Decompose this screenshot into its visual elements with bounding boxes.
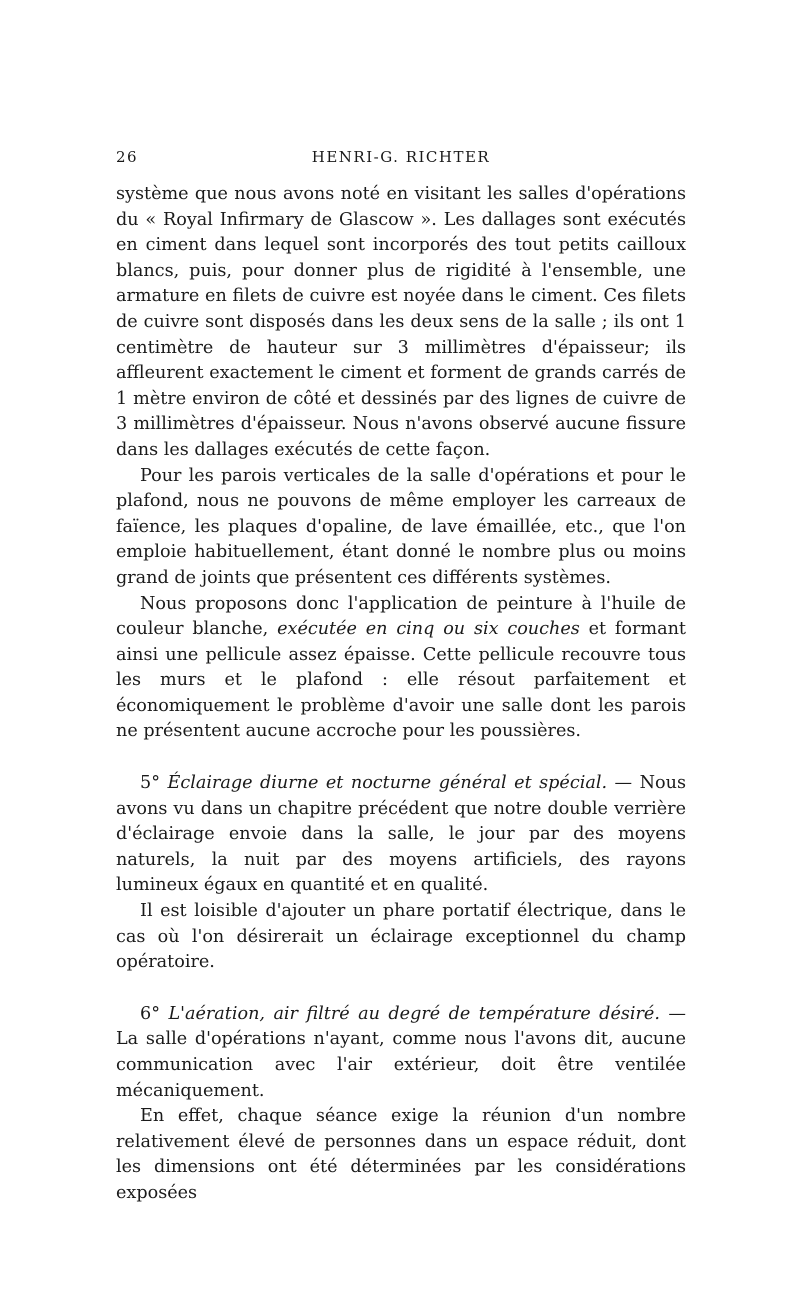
- section-5-lighting: [116, 771, 686, 899]
- paragraph-walls-ceiling: Pour les parois verticales de la salle d'opérations et pour le plafond, nous ne pouvons de même employer les carreaux de faïence, les plaques d'opaline, de lave émaillée, etc., que l'on emploie habituellement, étant donné le nombre plus ou moins grand de joints que présentent ces différents systèmes.: [116, 465, 686, 588]
- paragraph-text: et formant ainsi une pellicule assez épaisse. Cette pellicule recouvre tous les murs et le plafond : elle résout parfaitement et économiquement le problème d'avoir une salle dont les parois ne présentent aucune accroche pour les poussières.: [116, 619, 686, 742]
- paragraph-session-people: En effet, chaque séance exige la réunion d'un nombre relativement élevé de personnes dans un espace réduit, dont les dimensions ont été déterminées par les considérations exposées: [116, 1106, 686, 1203]
- paragraph-white-paint: [116, 592, 686, 746]
- running-head-title: HENRI-G. RICHTER: [311, 148, 491, 166]
- section-number: 5°: [140, 773, 168, 794]
- section-6-ventilation: [116, 1002, 686, 1104]
- book-page: [116, 148, 686, 1207]
- paragraph-flooring-copper-net: système que nous avons noté en visitant les salles d'opérations du « Royal Infirmary de Glascow ». Les dallages sont exécutés en ciment dans lequel sont incorporés des tout petits cailloux blancs, puis, pour donner plus de rigidité à l'ensemble, une armature en filets de cuivre est noyée dans le ciment. Ces filets de cuivre sont disposés dans les deux sens de la salle ; ils ont 1 centimètre de hauteur sur 3 millimètres d'épaisseur; ils affleurent exactement le ciment et forment de grands carrés de 1 mètre environ de côté et dessinés par des lignes de cuivre de 3 millimètres d'épaisseur. Nous n'avons observé aucune fissure dans les dallages exécutés de cette façon.: [116, 184, 686, 460]
- emphasis-text: exécutée en cinq ou six couches: [277, 619, 580, 640]
- section-heading: L'aération, air filtré au degré de température désiré.: [168, 1003, 660, 1024]
- paragraph-text: — Nous avons vu dans un chapitre précédent que notre double verrière d'éclairage envoie dans la salle, le jour par des moyens naturels, la nuit par des moyens artificiels, des rayons lumineux égaux en quantité et en qualité.: [116, 773, 686, 896]
- paragraph-text: — La salle d'opérations n'ayant, comme nous l'avons dit, aucune communication avec l'air extérieur, doit être ventilée mécaniquement.: [116, 1003, 686, 1101]
- section-number: 6°: [140, 1003, 169, 1024]
- body-text: [116, 182, 686, 1207]
- page-number: 26: [116, 148, 139, 166]
- section-heading: Éclairage diurne et nocturne général et spécial.: [167, 773, 608, 794]
- running-head: [116, 148, 686, 172]
- paragraph-text: Nous proposons donc l'application de peinture à l'huile de couleur blanche,: [116, 593, 686, 640]
- paragraph-portable-lamp: Il est loisible d'ajouter un phare portatif électrique, dans le cas où l'on désirerait un éclairage exceptionnel du champ opératoire.: [116, 901, 686, 973]
